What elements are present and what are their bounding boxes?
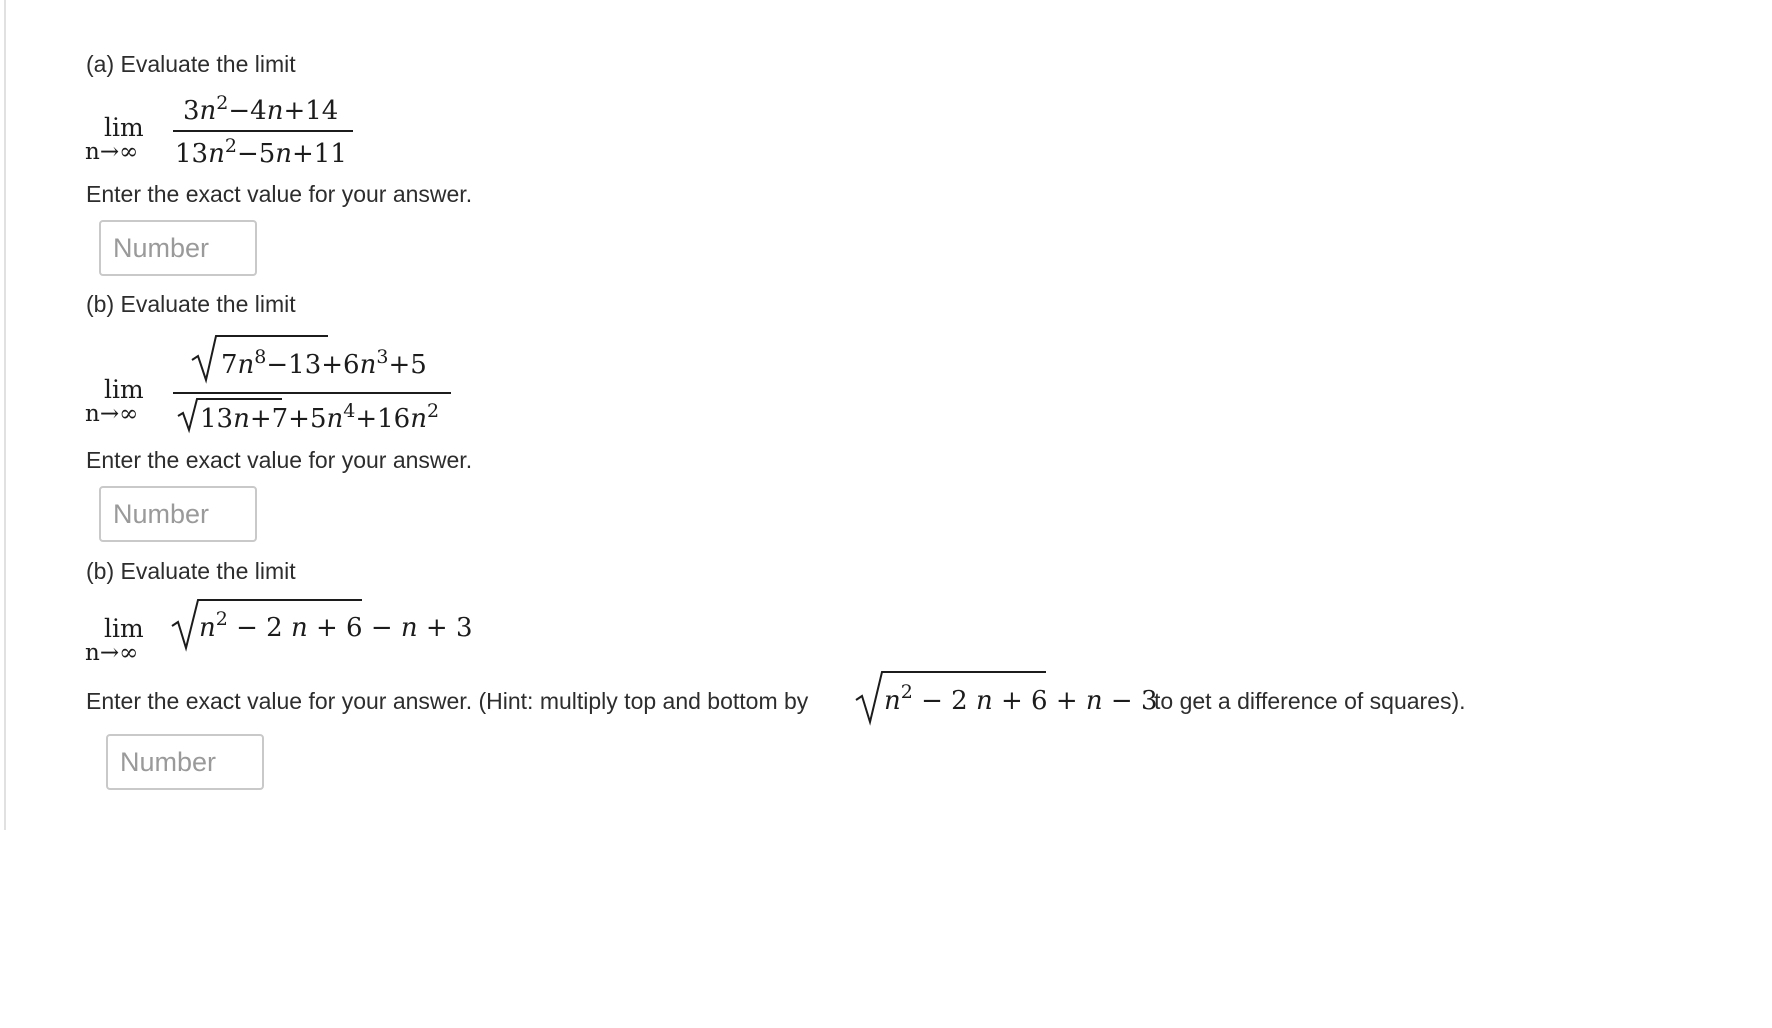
lim-subscript: n→∞: [85, 640, 139, 666]
fraction-denominator: $13n+7+5n^4+16n^2$: [200, 400, 440, 434]
lim-operator: lim: [104, 375, 144, 404]
hint-expression: $n^2 - 2$ n + 6 + n − 3: [884, 681, 1158, 716]
lim-operator: lim: [104, 614, 144, 643]
left-border: [4, 0, 6, 830]
instruction-text-before: Enter the exact value for your answer. (Hint: multiply top and bottom by: [86, 688, 809, 714]
fraction-bar: [173, 130, 353, 132]
part-a-heading: (a) Evaluate the limit: [86, 51, 296, 77]
limit-expression-text: $n^2 - 2$ n + 6 − n + 3: [199, 608, 473, 643]
lim-subscript: n→∞: [85, 401, 139, 427]
part-b-instruction: Enter the exact value for your answer.: [86, 447, 473, 473]
lim-operator: lim: [104, 113, 144, 142]
fraction-numerator: $3n^2-4n+14$: [183, 92, 339, 126]
part-b-answer-input[interactable]: [99, 486, 257, 542]
part-a-instruction: Enter the exact value for your answer.: [86, 181, 473, 207]
fraction-denominator: $13n^2-5n+11$: [175, 135, 347, 169]
part-b-heading: (b) Evaluate the limit: [86, 291, 296, 317]
part-c-answer-input[interactable]: [106, 734, 264, 790]
part-c-heading: (b) Evaluate the limit: [86, 558, 296, 584]
lim-subscript: n→∞: [85, 139, 139, 165]
instruction-text-after: to get a difference of squares).: [1154, 688, 1466, 714]
fraction-bar: [173, 392, 451, 394]
part-a-answer-input[interactable]: [99, 220, 257, 276]
fraction-numerator: $7n^8-13+6n^3+5$: [221, 346, 427, 380]
